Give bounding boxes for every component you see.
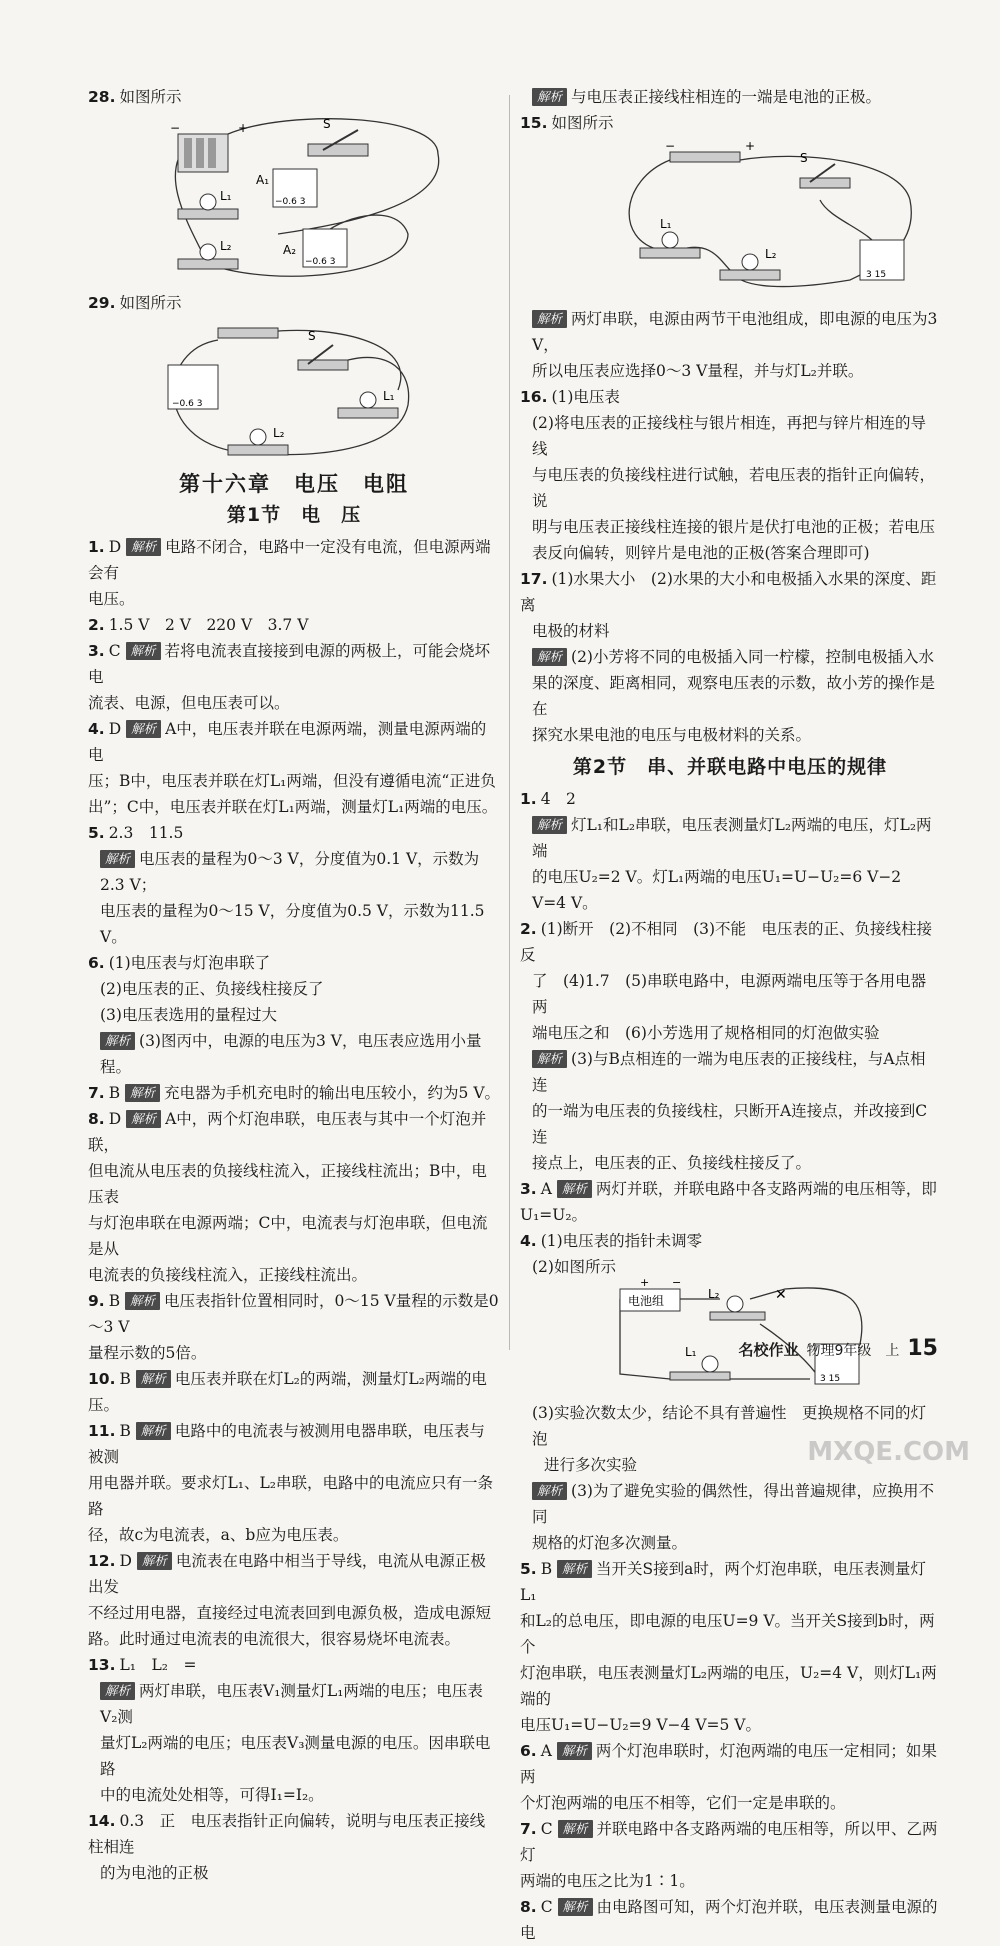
- circuit-figure-29: [88, 320, 500, 462]
- svg-text:+: +: [640, 1276, 650, 1289]
- item-number: 7.: [520, 1820, 537, 1838]
- analysis-text: 电流表的负接线柱流入，正接线柱流出。: [88, 1266, 368, 1284]
- item-answer: B: [119, 1422, 131, 1440]
- answer-item: [88, 820, 500, 846]
- svg-text:✕: ✕: [775, 1287, 787, 1303]
- svg-text:L₂: L₂: [708, 1287, 720, 1301]
- analysis-tag: 解析: [125, 1292, 160, 1310]
- answer-item: [520, 1228, 940, 1280]
- item-answer: 2.3 11.5: [108, 824, 184, 842]
- column-divider: [509, 95, 510, 1350]
- analysis-text: 流表、电源，但电压表可以。: [88, 694, 290, 712]
- analysis-tag: 解析: [532, 310, 567, 328]
- analysis-text: A中，两个灯泡串联，电压表与其中一个灯泡并联，: [88, 1110, 487, 1154]
- item-extra-line: 进行多次实验: [544, 1456, 638, 1474]
- right-answer-list-a: [520, 306, 940, 748]
- item-extra-line: 电极的材料: [532, 622, 610, 640]
- svg-text:3 15: 3 15: [820, 1374, 841, 1384]
- analysis-tag: 解析: [126, 538, 161, 556]
- circuit-diagram-15: [620, 140, 940, 300]
- analysis-text: 电压表的量程为0～3 V，分度值为0.1 V，示数为2.3 V；: [100, 850, 480, 894]
- analysis-text: U₁=U₂。: [520, 1206, 588, 1224]
- left-column: [88, 84, 500, 1886]
- item-answer: C: [540, 1898, 553, 1916]
- analysis-text: 接点上，电压表的正、负接线柱接反了。: [532, 1154, 812, 1172]
- item-number: 7.: [88, 1084, 105, 1102]
- answer-item: [88, 1106, 500, 1288]
- item-answer: A: [540, 1180, 552, 1198]
- item-extra-line: (3)电压表选用的量程过大: [100, 1006, 277, 1024]
- analysis-text: 灯泡串联，电压表测量灯L₂两端的电压，U₂=4 V，则灯L₁两端的: [520, 1664, 937, 1708]
- item-answer: B: [540, 1560, 553, 1578]
- right-column: [520, 84, 940, 1946]
- svg-text:L₁: L₁: [220, 189, 232, 203]
- answer-item: [520, 1176, 940, 1228]
- analysis-text: 两灯串联，电源由两节干电池组成，即电源的电压为3 V，: [532, 310, 938, 354]
- analysis-text: 并联电路中各支路两端的电压相等，所以甲、乙两灯: [520, 1820, 938, 1864]
- item-number: 6.: [520, 1742, 537, 1760]
- answer-item: [520, 916, 940, 1046]
- answer-item: [88, 1080, 500, 1106]
- analysis-text: 电压表指针位置相同时，0～15 V量程的示数是0～3 V: [88, 1292, 499, 1336]
- page-footer: [738, 1336, 938, 1364]
- item-number: 5.: [88, 824, 105, 842]
- answer-item: [520, 384, 940, 566]
- item-answer: D: [108, 720, 122, 738]
- answer-item: [88, 1652, 500, 1678]
- analysis-text: 两个灯泡串联时，灯泡两端的电压一定相同；如果两: [520, 1742, 937, 1786]
- svg-text:−0.6 3: −0.6 3: [172, 399, 203, 409]
- item-number: 17.: [520, 570, 548, 588]
- section-2-title: 第2节 串、并联电路中电压的规律: [572, 756, 888, 778]
- item-number: 3.: [520, 1180, 537, 1198]
- analysis-text: 灯L₁和L₂串联，电压表测量灯L₂两端的电压，灯L₂两端: [532, 816, 932, 860]
- analysis-text: 但电流从电压表的负接线柱流入，正接线柱流出；B中，电压表: [88, 1162, 487, 1206]
- analysis-tag: 解析: [532, 1050, 567, 1068]
- answer-item: [88, 1548, 500, 1652]
- svg-text:−: −: [170, 121, 181, 135]
- analysis-text: 电压表的量程为0～15 V，分度值为0.5 V，示数为11.5 V。: [100, 902, 485, 946]
- circuit-diagram-28: [148, 114, 468, 284]
- item-number: 11.: [88, 1422, 116, 1440]
- analysis-tag: 解析: [557, 1180, 592, 1198]
- item-answer: B: [119, 1370, 131, 1388]
- analysis-text: 径，故c为电流表，a、b应为电压表。: [88, 1526, 349, 1544]
- item-extra-line: (2)将电压表的正接线柱与银片相连，再把与锌片相连的导线: [532, 414, 926, 458]
- analysis-tag: 解析: [532, 816, 567, 834]
- svg-text:A₁: A₁: [256, 173, 270, 187]
- svg-text:3 15: 3 15: [866, 270, 887, 280]
- svg-text:S: S: [800, 151, 808, 165]
- item-number: 8.: [520, 1898, 537, 1916]
- item-extra-line: 表反向偏转，则锌片是电池的正极(答案合理即可): [532, 544, 870, 562]
- svg-text:S: S: [308, 329, 316, 343]
- analysis-tag: 解析: [125, 1084, 160, 1102]
- question-15: 15. 如图所示: [520, 114, 614, 132]
- analysis-text: 量灯L₂两端的电压；电压表V₃测量电源的电压。因串联电路: [100, 1734, 491, 1778]
- analysis-tag: 解析: [558, 1898, 593, 1916]
- answer-item: [88, 1028, 500, 1080]
- analysis-tag: 解析: [136, 1370, 171, 1388]
- item-number: 1.: [520, 790, 537, 808]
- item-extra-line: 与电压表的负接线柱进行试触，若电压表的指针正向偏转，说: [532, 466, 936, 510]
- answer-item: [88, 1366, 500, 1418]
- answer-item: [88, 846, 500, 950]
- page-number: 15: [907, 1336, 938, 1361]
- analysis-tag: 解析: [137, 1552, 172, 1570]
- answer-item: [520, 566, 940, 644]
- analysis-tag: 解析: [557, 1560, 592, 1578]
- analysis-text: 电流表在电路中相当于导线，电流从电源正极出发: [88, 1552, 486, 1596]
- analysis-text: 路。此时通过电流表的电流很大，很容易烧坏电流表。: [88, 1630, 461, 1648]
- analysis-text: 探究水果电池的电压与电极材料的关系。: [532, 726, 812, 744]
- analysis-text: 的一端为电压表的负接线柱，只断开A连接点，并改接到C连: [532, 1102, 928, 1146]
- answer-item: [88, 1288, 500, 1366]
- item-answer: 0.3 正 电压表指针正向偏转，说明与电压表正接线柱相连: [88, 1812, 486, 1856]
- item-answer: B: [108, 1292, 121, 1310]
- analysis-tag: 解析: [136, 1422, 171, 1440]
- item-number: 4.: [88, 720, 105, 738]
- answer-14-analysis: 解析 与电压表正接线柱相连的一端是电池的正极。: [520, 84, 940, 110]
- answer-item: [520, 1894, 940, 1946]
- analysis-text: 压；B中，电压表并联在灯L₁两端，但没有遵循电流“正进负: [88, 772, 496, 790]
- item-extra-line: 的为电池的正极: [100, 1864, 209, 1882]
- answer-item: [520, 1816, 940, 1894]
- svg-text:−: −: [672, 1276, 682, 1289]
- answer-item: [88, 1678, 500, 1808]
- analysis-text: A中，电压表并联在电源两端，测量电源两端的电: [88, 720, 487, 764]
- item-number: 6.: [88, 954, 105, 972]
- answer-item: [520, 1556, 940, 1738]
- svg-text:A₂: A₂: [283, 243, 297, 257]
- item-answer: D: [108, 538, 122, 556]
- analysis-text: 的电压U₂=2 V。灯L₁两端的电压U₁=U−U₂=6 V−2 V=4 V。: [532, 868, 902, 912]
- item-number: 12.: [88, 1552, 116, 1570]
- analysis-text: 由电路图可知，两个灯泡并联，电压表测量电源的电: [520, 1898, 938, 1942]
- chapter-title: 第十六章 电压 电阻: [179, 472, 409, 496]
- answer-item: [88, 638, 500, 716]
- answer-item: [88, 950, 500, 1028]
- item-number: 4.: [520, 1232, 537, 1250]
- analysis-tag: 解析: [557, 1742, 592, 1760]
- answer-item: [520, 1046, 940, 1176]
- analysis-text: 两灯并联，并联电路中各支路两端的电压相等，即: [595, 1180, 937, 1198]
- answer-item: [88, 534, 500, 612]
- analysis-text: (3)与B点相连的一端为电压表的正接线柱，与A点相连: [532, 1050, 926, 1094]
- item-number: 2.: [88, 616, 105, 634]
- answer-item: [520, 1738, 940, 1816]
- answer-item: [88, 612, 500, 638]
- analysis-tag: 解析: [100, 850, 135, 868]
- item-answer: D: [108, 1110, 122, 1128]
- analysis-tag: 解析: [126, 720, 161, 738]
- item-answer: (1)电压表与灯泡串联了: [108, 954, 271, 972]
- question-28: 28. 如图所示: [88, 88, 182, 106]
- svg-text:电池组: 电池组: [628, 1294, 665, 1308]
- footer-subject: 物理9年级 上: [806, 1343, 900, 1359]
- answer-item: [520, 306, 940, 384]
- circuit-diagram-29: [158, 320, 478, 462]
- analysis-text: 当开关S接到a时，两个灯泡串联，电压表测量灯L₁: [520, 1560, 926, 1604]
- answer-item: [88, 716, 500, 820]
- item-extra-line: 端电压之和 (6)小芳选用了规格相同的灯泡做实验: [532, 1024, 880, 1042]
- analysis-tag: 解析: [100, 1032, 135, 1050]
- question-29: 29. 如图所示: [88, 294, 182, 312]
- item-answer: (1)电压表: [551, 388, 620, 406]
- analysis-text: 电压。: [88, 590, 135, 608]
- svg-text:L₂: L₂: [765, 247, 777, 261]
- answer-item: [520, 786, 940, 812]
- item-answer: 4 2: [540, 790, 576, 808]
- item-answer: C: [540, 1820, 553, 1838]
- item-answer: B: [108, 1084, 121, 1102]
- item-answer: 1.5 V 2 V 220 V 3.7 V: [108, 616, 309, 634]
- analysis-text: (3)为了避免实验的偶然性，得出普遍规律，应换用不同: [532, 1482, 934, 1526]
- analysis-tag: 解析: [558, 1820, 593, 1838]
- item-answer: D: [119, 1552, 132, 1570]
- analysis-text: 不经过用电器，直接经过电流表回到电源负极，造成电源短: [88, 1604, 492, 1622]
- item-extra-line: (2)如图所示: [532, 1258, 616, 1276]
- analysis-tag: 解析: [100, 1682, 135, 1700]
- svg-text:+: +: [238, 121, 249, 135]
- analysis-tag: 解析: [532, 648, 567, 666]
- left-answer-list: [88, 534, 500, 1886]
- analysis-text: 个灯泡两端的电压不相等，它们一定是串联的。: [520, 1794, 846, 1812]
- item-answer: (1)电压表的指针未调零: [540, 1232, 703, 1250]
- analysis-text: 两端的电压之比为1∶1。: [520, 1872, 695, 1890]
- analysis-text: 规格的灯泡多次测量。: [532, 1534, 688, 1552]
- answer-item: [88, 1808, 500, 1886]
- svg-text:L₂: L₂: [273, 426, 285, 440]
- circuit-figure-15: [520, 140, 940, 300]
- item-answer: (1)断开 (2)不相同 (3)不能 电压表的正、负接线柱接反: [520, 920, 933, 964]
- item-number: 8.: [88, 1110, 105, 1128]
- item-answer: (1)水果大小 (2)水果的大小和电极插入水果的深度、距离: [520, 570, 937, 614]
- analysis-tag: 解析: [532, 1482, 567, 1500]
- item-extra-line: 了 (4)1.7 (5)串联电路中，电源两端电压等于各用电器两: [532, 972, 927, 1016]
- item-answer: (3)实验次数太少，结论不具有普遍性 更换规格不同的灯泡: [532, 1404, 926, 1448]
- analysis-text: 和L₂的总电压，即电源的电压U=9 V。当开关S接到b时，两个: [520, 1612, 935, 1656]
- item-number: 14.: [88, 1812, 116, 1830]
- item-number: 9.: [88, 1292, 105, 1310]
- analysis-text: 电路不闭合，电路中一定没有电流，但电源两端会有: [88, 538, 491, 582]
- analysis-text: 电路中的电流表与被测用电器串联，电压表与被测: [88, 1422, 485, 1466]
- item-number: 13.: [88, 1656, 116, 1674]
- site-watermark: MXQE.COM: [807, 1437, 970, 1467]
- item-answer: L₁ L₂ =: [119, 1656, 197, 1674]
- item-number: 10.: [88, 1370, 116, 1388]
- item-number: 2.: [520, 920, 537, 938]
- item-extra-line: (2)电压表的正、负接线柱接反了: [100, 980, 324, 998]
- svg-text:L₁: L₁: [383, 389, 395, 403]
- item-number: 16.: [520, 388, 548, 406]
- svg-text:+: +: [745, 139, 756, 153]
- svg-text:L₁: L₁: [685, 1345, 697, 1359]
- svg-text:−0.6 3: −0.6 3: [275, 197, 306, 207]
- answer-item: [88, 1418, 500, 1548]
- item-extra-line: 明与电压表正接线柱连接的银片是伏打电池的正极；若电压: [532, 518, 936, 536]
- svg-text:L₁: L₁: [660, 217, 672, 231]
- svg-text:−0.6 3: −0.6 3: [305, 257, 336, 267]
- right-answer-list-b: [520, 786, 940, 1280]
- analysis-text: 两灯串联，电压表V₁测量灯L₁两端的电压；电压表V₂测: [100, 1682, 483, 1726]
- answer-item: [520, 812, 940, 916]
- footer-brand: 名校作业: [738, 1341, 799, 1359]
- analysis-text: 所以电压表应选择0～3 V量程，并与灯L₂并联。: [532, 362, 864, 380]
- analysis-text: 充电器为手机充电时的输出电压较小，约为5 V。: [164, 1084, 501, 1102]
- item-answer: C: [108, 642, 121, 660]
- item-number: 1.: [88, 538, 105, 556]
- analysis-tag: 解析: [126, 1110, 161, 1128]
- svg-text:S: S: [323, 117, 331, 131]
- analysis-text: 若将电流表直接接到电源的两极上，可能会烧坏电: [88, 642, 491, 686]
- analysis-text: 中的电流处处相等，可得I₁=I₂。: [100, 1786, 324, 1804]
- analysis-text: (2)小芳将不同的电极插入同一柠檬，控制电极插入水: [571, 648, 934, 666]
- analysis-text: 与灯泡串联在电源两端；C中，电流表与灯泡串联，但电流是从: [88, 1214, 488, 1258]
- answer-item: [520, 1478, 940, 1556]
- answer-item: [520, 644, 940, 748]
- analysis-text: 果的深度、距离相同，观察电压表的示数，故小芳的操作是在: [532, 674, 936, 718]
- analysis-text: 用电器并联。要求灯L₁、L₂串联，电路中的电流应只有一条路: [88, 1474, 494, 1518]
- item-answer: A: [540, 1742, 552, 1760]
- section-1-title: 第1节 电 压: [226, 504, 362, 526]
- analysis-text: 出”；C中，电压表并联在灯L₁两端，测量灯L₁两端的电压。: [88, 798, 498, 816]
- analysis-text: (3)图丙中，电源的电压为3 V，电压表应选用小量程。: [100, 1032, 482, 1076]
- analysis-tag: 解析: [126, 642, 161, 660]
- analysis-text: 量程示数的5倍。: [88, 1344, 207, 1362]
- analysis-text: 电压表并联在灯L₂的两端，测量灯L₂两端的电压。: [88, 1370, 487, 1414]
- item-number: 3.: [88, 642, 105, 660]
- item-number: 5.: [520, 1560, 537, 1578]
- svg-text:−: −: [665, 139, 676, 153]
- right-answer-list-c: [520, 1400, 940, 1946]
- svg-text:L₂: L₂: [220, 239, 232, 253]
- analysis-text: 电压U₁=U−U₂=9 V−4 V=5 V。: [520, 1716, 761, 1734]
- circuit-figure-28: [88, 114, 500, 284]
